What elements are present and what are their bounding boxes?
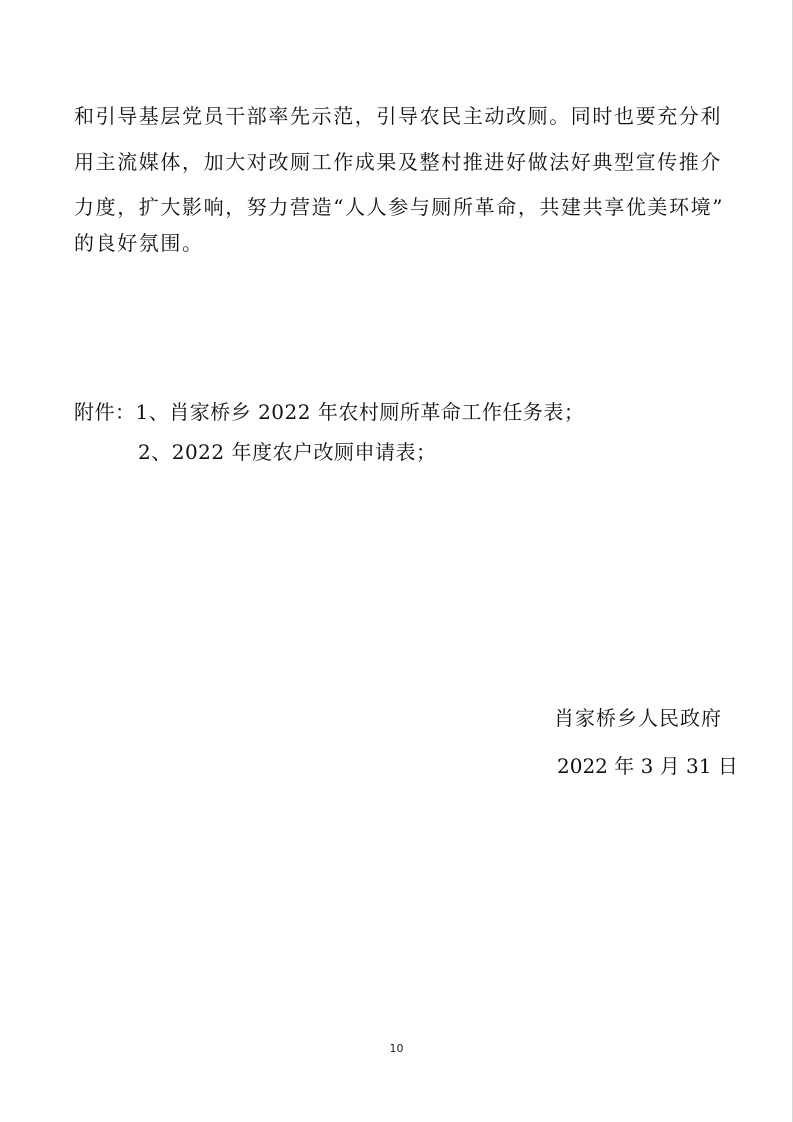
body-line-4: 的良好氛围。: [74, 231, 204, 255]
body-line-2: 用主流媒体，加大对改厕工作成果及整村推进好做法好典型宣传推介: [74, 150, 722, 174]
attachment-item-2: 2、2022 年度农户改厕申请表；: [138, 440, 437, 464]
body-line-1: 和引导基层党员干部率先示范，引导农民主动改厕。同时也要充分利: [74, 104, 722, 128]
signature-organization: 肖家桥乡人民政府: [554, 706, 722, 730]
page-number: 10: [389, 1042, 404, 1055]
signature-date: 2022 年 3 月 31 日: [557, 754, 738, 778]
body-line-3: 力度，扩大影响，努力营造“人人参与厕所革命，共建共享优美环境”: [74, 195, 725, 219]
attachment-item-1: 附件：1、肖家桥乡 2022 年农村厕所革命工作任务表；: [74, 400, 585, 424]
